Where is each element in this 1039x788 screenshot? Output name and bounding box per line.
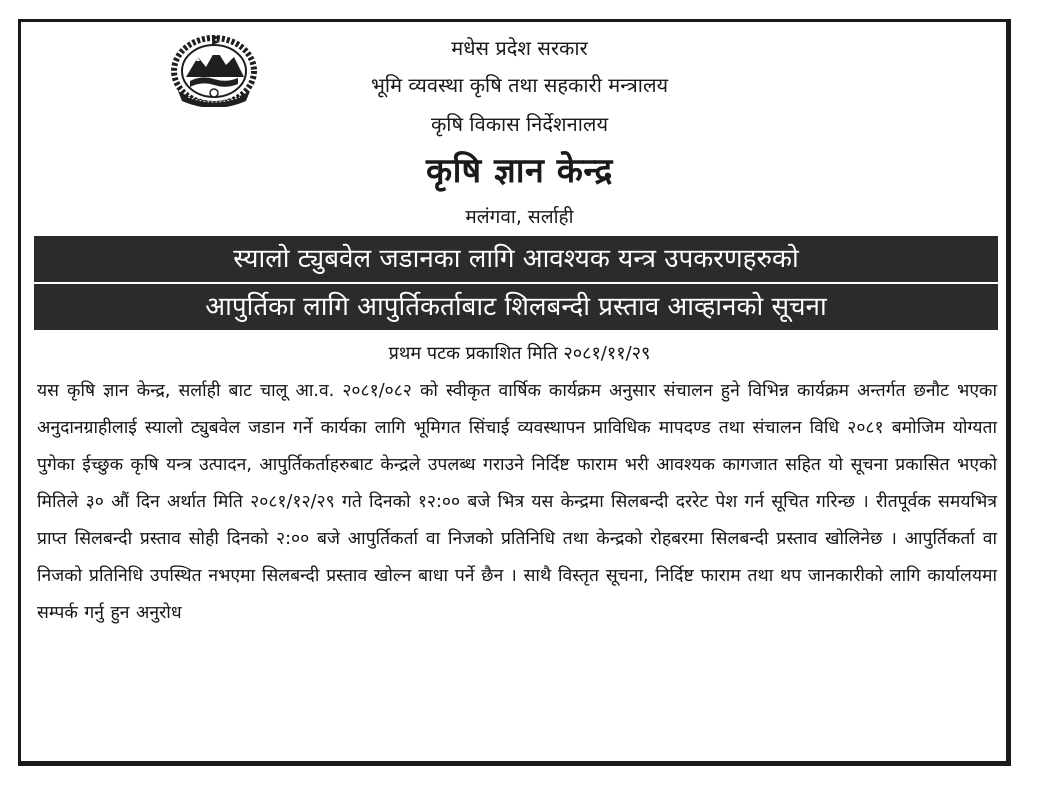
header-province: मधेस प्रदेश सरकार [451, 36, 588, 60]
published-date: प्रथम पटक प्रकाशित मिति २०८१/११/२९ [388, 343, 651, 364]
notice-title-line-1: स्यालो ट्युबवेल जडानका लागि आवश्यक यन्त्र उपकरणहरुको [34, 236, 998, 282]
office-name: कृषि ज्ञान केन्द्र [426, 151, 613, 191]
header-directorate: कृषि विकास निर्देशनालय [430, 112, 609, 136]
office-location: मलंगवा, सर्लाही [465, 206, 574, 228]
notice-title-line-2: आपुर्तिका लागि आपुर्तिकर्ताबाट शिलबन्दी प्रस्ताव आव्हानको सूचना [34, 284, 998, 330]
header-ministry: भूमि व्यवस्था कृषि तथा सहकारी मन्त्रालय [370, 73, 669, 97]
notice-body: यस कृषि ज्ञान केन्द्र, सर्लाही बाट चालू आ.व. २०८१/०८२ को स्वीकृत वार्षिक कार्यक्रम अनुसार संचालन हुने विभिन्न कार्यक्रम अन्तर्गत छनौट भएका अनुदानग्राहीलाई स्यालो ट्युबवेल जडान गर्ने कार्यका लागि भूमिगत सिंचाई व्यवस्थापन प्राविधिक मापदण्ड तथा संचालन विधि २०८१ बमोजिम योग्यता पुगेका ईच्छुक कृषि यन्त्र उत्पादन, आपुर्तिकर्ताहरुबाट केन्द्रले उपलब्ध गराउने निर्दिष्ट फाराम भरी आवश्यक कागजात सहित यो सूचना प्रकासित भएको मितिले ३० औं दिन अर्थात मिति २०८१/१२/२९ गते दिनको १२:०० बजे भित्र यस केन्द्रमा सिलबन्दी दररेट पेश गर्न सूचित गरिन्छ । रीतपूर्वक समयभित्र प्राप्त सिलबन्दी प्रस्ताव सोही दिनको २:०० बजे आपुर्तिकर्ता वा निजको प्रतिनिधि तथा केन्द्रको रोहबरमा सिलबन्दी प्रस्ताव खोलिनेछ । आपुर्तिकर्ता वा निजको प्रतिनिधि उपस्थित नभएमा सिलबन्दी प्रस्ताव खोल्न बाधा पर्ने छैन । साथै विस्तृत सूचना, निर्दिष्ट फाराम तथा थप जानकारीको लागि कार्यालयमा सम्पर्क गर्नु हुन अनुरोध [37, 381, 997, 623]
